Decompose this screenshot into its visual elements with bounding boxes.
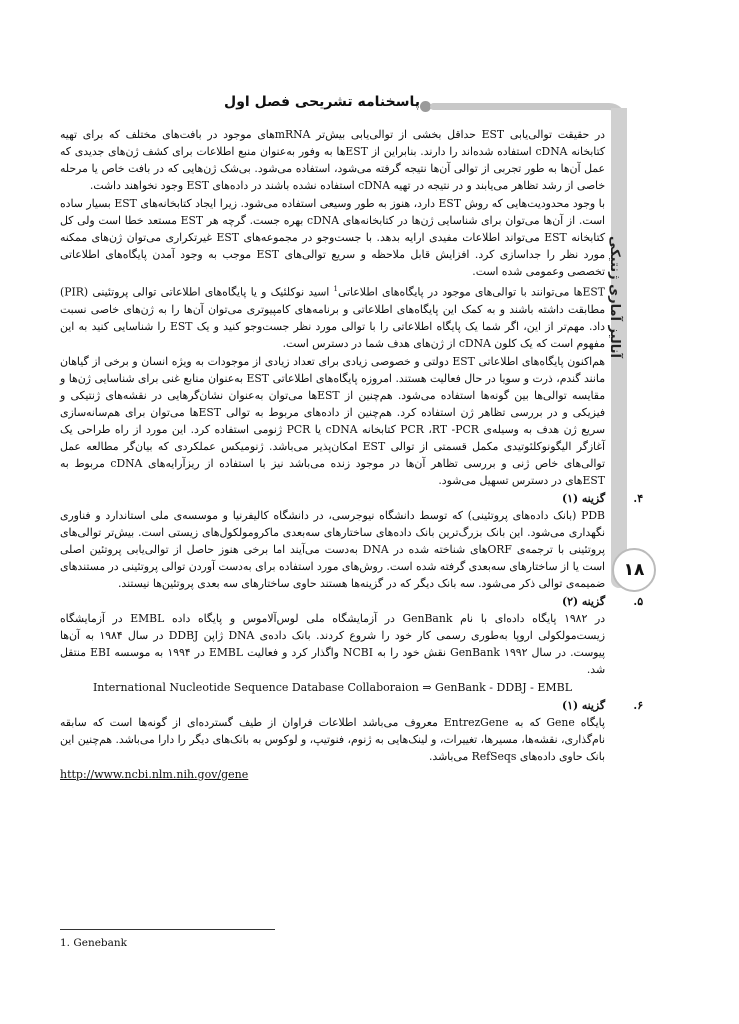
paragraph-4: هم‌اکنون پایگاه‌های اطلاعاتی EST دولتی و خصوصی زیادی برای تعداد زیادی از موجودات به ویژه انسان و برخی از گیاهان مانند گندم، ذرت و سویا در حال فعالیت هستند. امروزه پایگاه‌های اطلاعاتی EST به‌عنوان منابع غنی برای شناسایی ژن‌ها و مقایسه توالی‌ها بین گونه‌ها استفاده می‌شود. هم‌چنین از ESTها می‌توان به‌عنوان نشان‌گرهایی در نقشه‌های ژنتیکی و فیزیکی و در بررسی تظاهر ژن استفاده کرد. هم‌چنین از داده‌های مربوط به توالی ESTها می‌توان برای هم‌سانه‌سازی سریع ژن هدف به وسیله‌ی PCR ،RT -PCR کتابخانه cDNA یا PCR ژنومی استفاده کرد. این مورد از راه طراحی یک آغازگر الیگونوکلئوتیدی مکمل قسمتی از توالی EST امکان‌پذیر می‌باشد. ژنومیکس عملکردی که بیان‌گر مطالعه عمل توالی‌های خاص ژنی و بررسی تظاهر آن‌ها در موجود زنده می‌باشد نیز با استفاده از ریزآرایه‌های cDNA مربوط به ESTهای در دسترس تسهیل می‌شود. bbox=[60, 354, 606, 487]
paragraph-3 bbox=[60, 281, 605, 352]
arrow-icon: ⇒ bbox=[422, 680, 432, 694]
answer-choice: گزینه (۱) bbox=[562, 698, 605, 712]
chapter-side-label: آنالیز آماری ژنتیکی bbox=[607, 235, 622, 358]
formula-right: GenBank - DDBJ - EMBL bbox=[435, 680, 573, 694]
paragraph-2: با وجود محدودیت‌هایی که روش EST دارد، هنوز به طور وسیعی استفاده می‌شود. زیرا ایجاد کتابخانه‌های EST بسیار ساده است. از آن‌ها می‌توان برای شناسایی ژن‌ها در کتابخانه‌های cDNA بهره جست. گرچه هر EST مستعد خطا است ولی کل کتابخانه EST می‌تواند اطلاعات مفیدی ارایه بدهد. با جست‌وجو در مجموعه‌های EST غیرتکراری می‌توان ژن‌های ممکنه مورد نظر را جداسازی کرد. افزایش قابل ملاحظه و سریع توالی‌های EST موجب به وجود آمدن پایگاه‌های اطلاعاتی تخصصی وعمومی شده است. bbox=[60, 197, 605, 278]
answer-header bbox=[60, 593, 643, 610]
item-number: ۶. bbox=[633, 698, 643, 712]
paragraph-3-start: ESTها می‌توانند با توالی‌های موجود در پایگاه‌های اطلاعاتی bbox=[338, 285, 605, 299]
answer-text: در ۱۹۸۲ پایگاه داده‌ای با نام GenBank در آزمایشگاه ملی لوس‌آلاموس و پایگاه داده EMBL در آزمایشگاه زیست‌مولکولی اروپا به‌طوری رسمی کار خود را شروع کردند. بانک داده‌ی DNA ژاپن DDBJ در سال ۱۹۸۴ به آن‌ها پیوست. در سال ۱۹۹۲ GenBank نقش خود را به NCBI واگذار کرد و فعالیت EMBL در ۱۹۹۴ به موسسه EBI منتقل شد. bbox=[60, 611, 606, 676]
answer-header bbox=[60, 697, 643, 714]
header-bar bbox=[430, 103, 610, 110]
item-number: ۵. bbox=[633, 594, 643, 608]
answer-item-6 bbox=[60, 697, 643, 783]
page-number: ۱۸ bbox=[612, 548, 656, 592]
gene-url-link[interactable]: http://www.ncbi.nlm.nih.gov/gene bbox=[60, 767, 249, 781]
item-number: ۴. bbox=[633, 491, 643, 505]
answer-text: پایگاه Gene که به EntrezGene معروف می‌باشد اطلاعات فراوان از طیف گسترده‌ای از گونه‌ها است که سابقه نام‌گذاری، نقشه‌ها، مسیرها، تغییرات، و لینک‌هایی به ژنوم، فنوتیپ، و لوکوس به بانک‌های دیگر را دارا می‌باشد. هم‌چنین این بانک حاوی داده‌های RefSeqs می‌باشد. bbox=[60, 715, 605, 763]
answer-choice: گزینه (۲) bbox=[562, 594, 605, 608]
formula-line bbox=[60, 679, 605, 696]
page-title: پاسخنامه تشریحی فصل اول bbox=[224, 94, 420, 110]
answer-item-5 bbox=[60, 593, 643, 696]
paragraph-1: در حقیقت توالی‌یابی EST حداقل بخشی از توالی‌یابی بیش‌تر mRNAهای موجود در بافت‌های مختلف که برای تهیه کتابخانه cDNA استفاده شده‌اند را دارند. بنابراین از ESTها به وفور به‌عنوان منبع اطلاعات برای کشف ژن‌های جدیدی که عمل آن‌ها به طور تجربی از توالی آن‌ها نتیجه گرفته می‌شود، استفاده می‌شود. بی‌شک ژن‌هایی که در بافت خاص یا مرحله خاصی از رشد تظاهر می‌یابند و در نتیجه در تهیه cDNA استفاده نشده باشند در داده‌های EST وجود نخواهند داشت. bbox=[60, 128, 605, 192]
answer-choice: گزینه (۱) bbox=[562, 491, 605, 505]
answer-text: PDB (بانک داده‌های پروتئینی) که توسط دانشگاه نیوجرسی، در دانشگاه کالیفرنیا و موسسه‌ی ملی استاندارد و فناوری نگهداری می‌شود. این بانک بزرگ‌ترین بانک داده‌های ساختارهای سه‌بعدی ماکرومولکول‌های زیستی است. بیش‌تر توالی‌های پروتئینی با ترجمه‌ی ORFهای شناخته شده در DNA به‌دست می‌آیند اما برخی هنوز حاصل از توالی‌یابی پروتئین اصلی است یا از ساختارهای سه‌بعدی گرفته شده است. روش‌های مورد استفاده برای به‌دست آوردن توالی پروتئینی در مستندهای ضمیمه‌ی توالی ذکر می‌شود. سه بانک دیگر که در گزینه‌ها هستند حاوی ساختارهای سه بعدی پروتئین‌ها نیستند. bbox=[60, 508, 605, 590]
answer-header bbox=[60, 490, 643, 507]
paragraph-3-rest: اسید نوکلئیک و یا پایگاه‌های اطلاعاتی توالی پروتئینی (PIR) مطابقت داشته باشند و به کمک این پایگاه‌های اطلاعاتی و برنامه‌های کامپیوتری می‌توان آن‌ها را به ژن‌های خاصی نسبت داد. مهم‌تر از این، اگر شما یک پایگاه اطلاعاتی را با توالی مورد نظر جست‌وجو کنید و یک EST را شناسایی کنید به این مفهوم است که یک کلون cDNA از ژن‌های هدف شما در دسترس است. bbox=[60, 285, 605, 350]
formula-left: International Nucleotide Sequence Database Collaboraion bbox=[92, 680, 419, 694]
footnote-mark: 1 bbox=[333, 285, 339, 293]
footnote-divider bbox=[60, 929, 275, 930]
footnote: 1. Genebank bbox=[60, 937, 128, 949]
